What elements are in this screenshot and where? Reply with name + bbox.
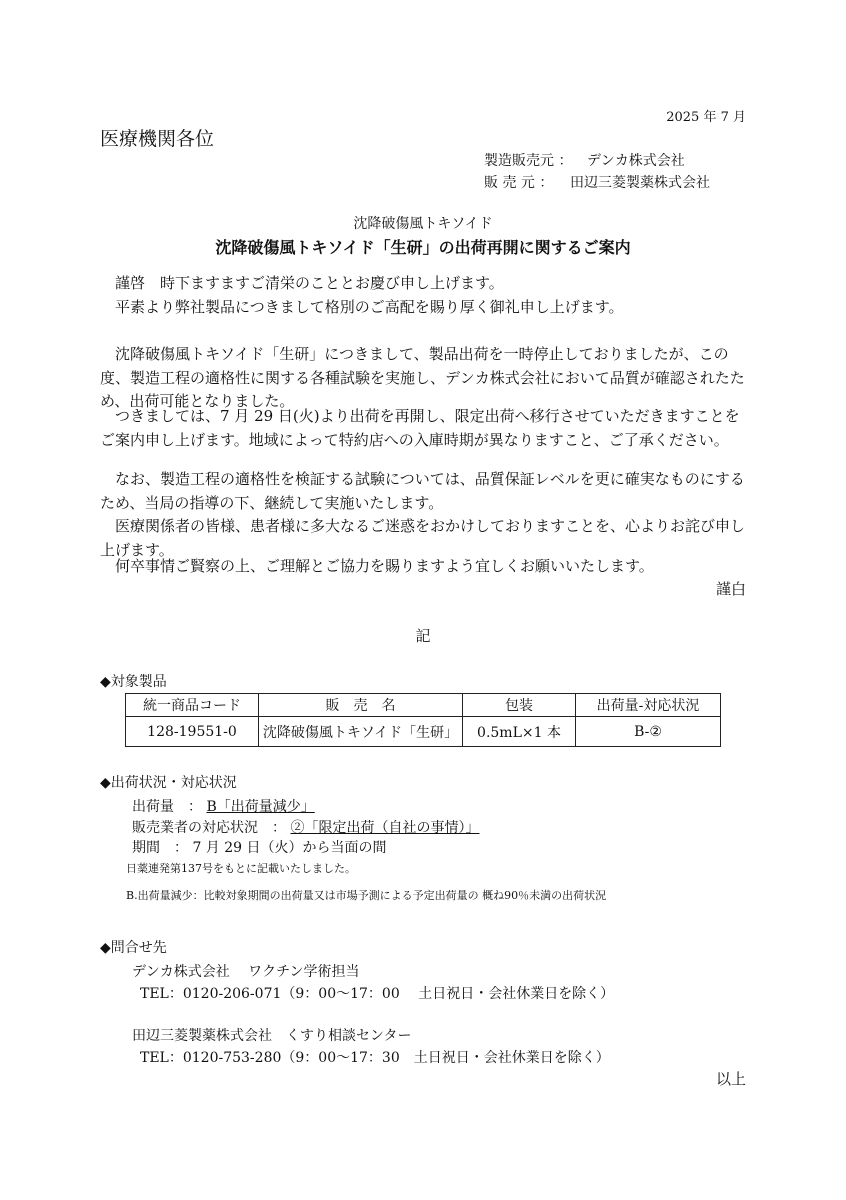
contact-denka-tel: TEL：0120-206-071（9：00～17：00 土日祝日・会社休業日を除く） bbox=[140, 986, 615, 1002]
cell-status: B-② bbox=[576, 717, 721, 747]
header-status: 出荷量-対応状況 bbox=[576, 694, 721, 717]
cell-name: 沈降破傷風トキソイド「生研」 bbox=[259, 717, 463, 747]
cell-code: 128-19551-0 bbox=[126, 717, 259, 747]
manufacturer-name: デンカ株式会社 bbox=[587, 153, 685, 169]
reference-note: 日薬連発第137号をもとに記載いたしました。 bbox=[126, 862, 356, 875]
paragraph-restart: 沈降破傷風トキソイド「生研」につきまして、製品出荷を一時停止しておりましたが、この度、製造工程の適格性に関する各種試験を実施し、デンカ株式会社において品質が確認されたため、出荷可能となりました。 bbox=[100, 345, 745, 410]
shipment-line bbox=[132, 796, 315, 816]
products-table bbox=[125, 693, 721, 747]
paragraph-schedule: つきましては、7 月 29 日(火)より出荷を再開し、限定出荷へ移行させていただきますことをご案内申し上げます。地域によって特約店への入庫時期が異なりますこと、ご了承ください。 bbox=[100, 407, 740, 449]
seller-label: 販 売 元 ： bbox=[484, 175, 554, 191]
contact-mtpc-tel: TEL：0120-753-280（9：00～17：30 土日祝日・会社休業日を除く） bbox=[140, 1050, 610, 1066]
paragraph-request: 何卒事情ご賢察の上、ご理解とご協力を賜りますよう宜しくお願いいたします。 bbox=[115, 557, 654, 575]
ki-heading: 記 bbox=[415, 627, 431, 645]
greeting-line-1: 謹啓 時下ますますご清栄のこととお慶び申し上げます。 bbox=[115, 274, 504, 292]
definition-note: B.出荷量減少：比較対象期間の出荷量又は市場予測による予定出荷量の 概ね90％未満の出荷状況 bbox=[126, 889, 607, 902]
header-package: 包装 bbox=[463, 694, 576, 717]
closing-kinpaku: 謹白 bbox=[715, 580, 746, 598]
cell-package: 0.5mL×1 本 bbox=[463, 717, 576, 747]
addressee: 医療機関各位 bbox=[100, 128, 215, 150]
paragraph-apology: 医療関係者の皆様、患者様に多大なるご迷惑をおかけしておりますことを、心よりお詫び申し上げます。 bbox=[100, 517, 746, 559]
document-date: 2025 年 7 月 bbox=[666, 110, 746, 125]
period-value: 7 月 29 日（火）から当面の間 bbox=[192, 840, 387, 856]
header-code: 統一商品コード bbox=[126, 694, 259, 717]
status-heading: ◆出荷状況・対応状況 bbox=[100, 775, 237, 791]
shipment-label: 出荷量 ： bbox=[132, 799, 202, 815]
end-marker: 以上 bbox=[715, 1070, 746, 1088]
manufacturer-label: 製造販売元 ： bbox=[484, 153, 573, 169]
greeting-line-2: 平素より弊社製品につきまして格別のご高配を賜り厚く御礼申し上げます。 bbox=[115, 298, 624, 316]
vendor-status-value: ②「限定出荷（自社の事情）」 bbox=[290, 820, 480, 836]
period-line bbox=[132, 837, 387, 857]
products-heading: ◆対象製品 bbox=[100, 674, 167, 690]
subtitle: 沈降破傷風トキソイド bbox=[353, 216, 493, 232]
table-row bbox=[126, 717, 721, 747]
paragraph-testing: なお、製造工程の適格性を検証する試験については、品質保証レベルを更に確実なものにするため、当局の指導の下、継続して実施いたします。 bbox=[100, 470, 745, 512]
vendor-status-line bbox=[132, 817, 479, 837]
table-header-row bbox=[126, 694, 721, 717]
header-name: 販 売 名 bbox=[259, 694, 463, 717]
contacts-heading: ◆問合せ先 bbox=[100, 940, 167, 956]
document-title: 沈降破傷風トキソイド「生研」の出荷再開に関するご案内 bbox=[215, 238, 631, 257]
shipment-value: B「出荷量減少」 bbox=[206, 799, 315, 815]
period-label: 期間 ： bbox=[132, 840, 188, 856]
contact-mtpc-name: 田辺三菱製薬株式会社 くすり相談センター bbox=[132, 1028, 412, 1044]
vendor-status-label: 販売業者の対応状況 ： bbox=[132, 820, 286, 836]
seller-name: 田辺三菱製薬株式会社 bbox=[570, 175, 710, 191]
contact-denka-name: デンカ株式会社 ワクチン学術担当 bbox=[132, 964, 360, 980]
